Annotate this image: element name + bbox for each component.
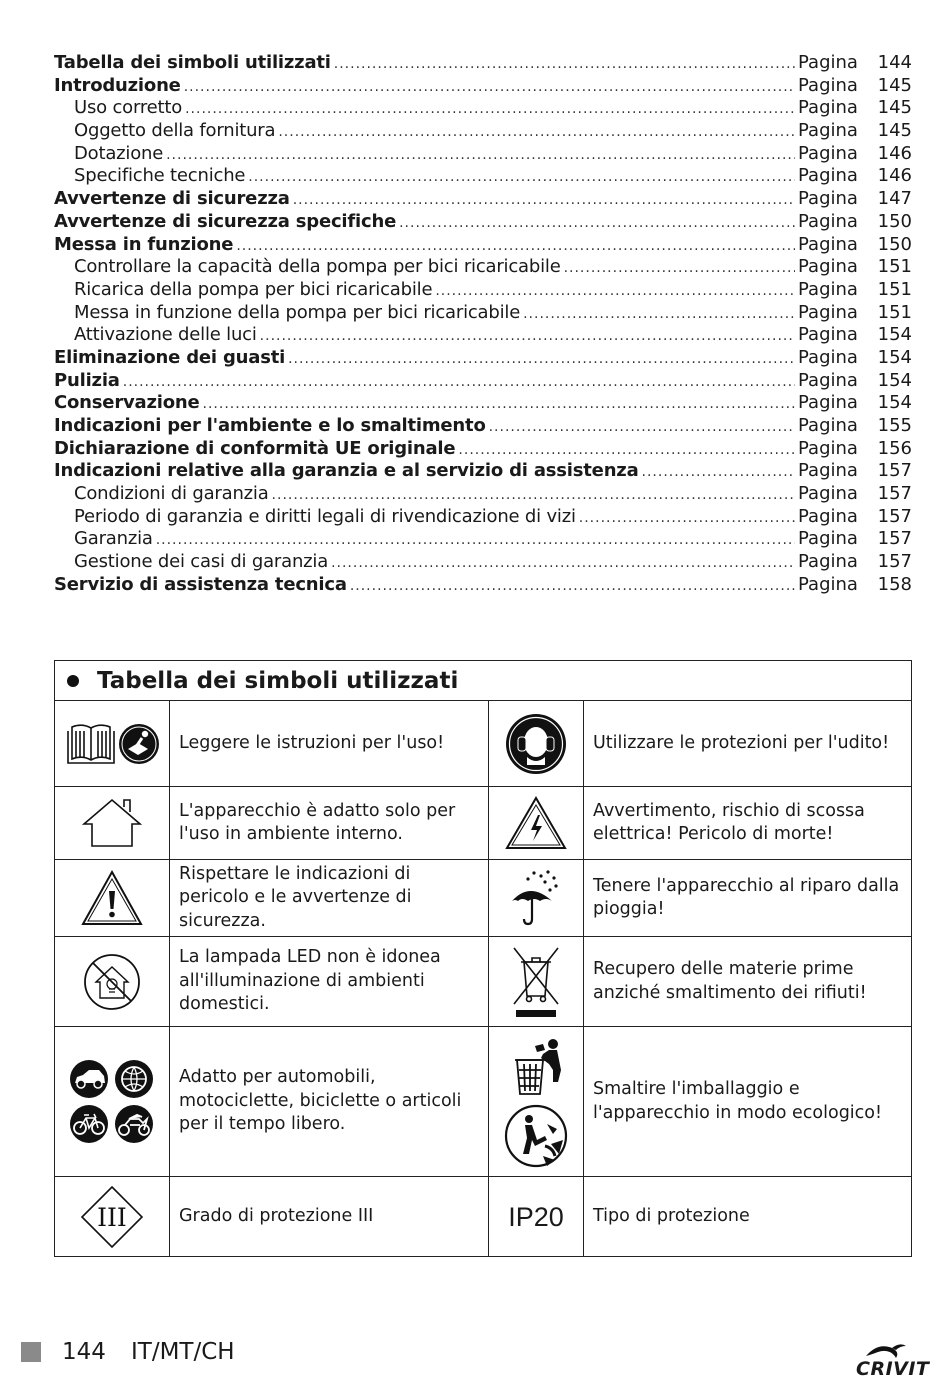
crivit-logo — [856, 1340, 928, 1380]
toc-page-number: 156 — [877, 437, 912, 459]
toc-entry — [54, 188, 912, 211]
disposal-recycle-icons — [489, 1027, 584, 1176]
toc-leader-dots — [260, 325, 795, 348]
toc-page-number: 150 — [877, 233, 912, 255]
bullet-icon — [67, 675, 79, 687]
toc-leader-dots — [350, 575, 795, 598]
toc-leader-dots — [293, 189, 795, 212]
indoor-house-icon — [55, 787, 170, 859]
toc-page-number: 154 — [877, 324, 912, 346]
toc-leader-dots — [123, 371, 795, 394]
toc-leader-dots — [458, 439, 795, 462]
toc-leader-dots — [156, 529, 795, 552]
toc-entry-title: Periodo di garanzia e diritti legali di rivendicazione di vizi — [74, 505, 576, 527]
symbols-table-title: Tabella dei simboli utilizzati — [97, 667, 459, 694]
symbol-row — [55, 860, 911, 937]
toc-page-label: Pagina — [798, 324, 858, 346]
no-household-lighting-icon — [55, 937, 170, 1026]
toc-entry — [54, 52, 912, 75]
toc-page-number: 157 — [877, 483, 912, 505]
toc-page-label: Pagina — [798, 346, 858, 368]
symbol-description: Recupero delle materie prime anziché smaltimento dei rifiuti! — [593, 959, 867, 1003]
toc-entry — [54, 438, 912, 461]
toc-page-number: 157 — [877, 460, 912, 482]
toc-entry-title: Pulizia — [54, 369, 120, 391]
symbol-description: Grado di protezione III — [170, 1177, 489, 1257]
toc-entry-title: Indicazioni per l'ambiente e lo smaltimento — [54, 415, 486, 436]
toc-leader-dots — [184, 76, 795, 99]
symbol-description: Avvertimento, rischio di scossa elettrica! Pericolo di morte! — [593, 800, 865, 844]
toc-entry — [54, 574, 912, 597]
symbol-row — [55, 701, 911, 787]
toc-entry — [54, 347, 912, 370]
toc-leader-dots — [399, 212, 795, 235]
toc-page-label: Pagina — [798, 188, 858, 210]
general-warning-icon — [55, 860, 170, 936]
toc-entry — [54, 460, 912, 483]
toc-page-number: 151 — [877, 278, 912, 300]
toc-entry-title: Dotazione — [74, 142, 164, 164]
toc-entry-title: Specifiche tecniche — [74, 165, 246, 187]
toc-entry — [54, 506, 912, 529]
toc-entry — [54, 324, 912, 347]
toc-entry — [54, 279, 912, 302]
toc-leader-dots — [435, 280, 795, 303]
toc-page-label: Pagina — [798, 97, 858, 119]
toc-leader-dots — [579, 507, 795, 530]
toc-page-label: Pagina — [798, 301, 858, 323]
toc-entry-title: Condizioni di garanzia — [74, 483, 269, 505]
toc-entry-title: Introduzione — [54, 74, 181, 96]
toc-page-label: Pagina — [798, 528, 858, 550]
toc-entry — [54, 211, 912, 234]
toc-leader-dots — [288, 348, 795, 371]
toc-entry-title: Dichiarazione di conformità UE originale — [54, 437, 456, 459]
toc-page-number: 150 — [877, 210, 912, 232]
brand-name: CRIVIT — [856, 1358, 930, 1380]
car-ball-bike-motorbike-icons — [55, 1027, 170, 1176]
toc-page-number: 145 — [877, 74, 912, 96]
symbol-description: L'apparecchio è adatto solo per l'uso in ambiente interno. — [170, 787, 489, 859]
toc-page-number: 157 — [877, 505, 912, 527]
toc-page-label: Pagina — [798, 505, 858, 527]
toc-page-label: Pagina — [798, 142, 858, 164]
toc-entry — [54, 234, 912, 257]
toc-entry — [54, 143, 912, 166]
toc-entry-title: Eliminazione dei guasti — [54, 346, 286, 368]
symbol-description: Tenere l'apparecchio al riparo dalla pioggia! — [593, 875, 900, 919]
symbols-table-header — [55, 661, 911, 701]
toc-page-label: Pagina — [798, 256, 858, 278]
symbol-row — [55, 1027, 911, 1177]
toc-page-number: 155 — [877, 415, 912, 436]
toc-entry-title: Attivazione delle luci — [74, 324, 257, 346]
toc-entry-title: Oggetto della fornitura — [74, 120, 276, 142]
toc-leader-dots — [166, 144, 795, 167]
toc-entry-title: Gestione dei casi di garanzia — [74, 551, 329, 573]
ip20-label: IP20 — [489, 1177, 584, 1257]
toc-entry-title: Uso corretto — [74, 97, 183, 119]
toc-page-label: Pagina — [798, 233, 858, 255]
footer-page-number: 144 — [62, 1339, 106, 1365]
toc-entry-title: Messa in funzione della pompa per bici ricaricabile — [74, 301, 521, 323]
umbrella-rain-icon — [489, 860, 584, 936]
toc-leader-dots — [248, 166, 795, 189]
toc-page-number: 157 — [877, 551, 912, 573]
toc-page-number: 146 — [877, 142, 912, 164]
toc-leader-dots — [203, 393, 795, 416]
toc-page-number: 147 — [877, 188, 912, 210]
symbol-description: La lampada LED non è idonea all'illuminazione di ambienti domestici. — [170, 937, 489, 1026]
toc-page-number: 158 — [877, 573, 912, 595]
toc-leader-dots — [331, 552, 795, 575]
toc-entry-title: Messa in funzione — [54, 233, 234, 255]
toc-leader-dots — [489, 416, 795, 439]
toc-entry-title: Ricarica della pompa per bici ricaricabile — [74, 278, 433, 300]
toc-page-label: Pagina — [798, 460, 858, 482]
toc-entry-title: Servizio di assistenza tecnica — [54, 573, 347, 595]
crossed-bin-icon — [489, 937, 584, 1026]
toc-entry-title: Avvertenze di sicurezza — [54, 188, 290, 210]
toc-page-label: Pagina — [798, 52, 858, 73]
hearing-protection-icon — [489, 701, 584, 786]
toc-entry — [54, 75, 912, 98]
table-of-contents — [54, 52, 912, 597]
toc-page-number: 157 — [877, 528, 912, 550]
toc-entry — [54, 302, 912, 325]
symbol-row — [55, 937, 911, 1027]
toc-page-number: 154 — [877, 369, 912, 391]
toc-leader-dots — [272, 484, 795, 507]
footer-region: IT/MT/CH — [131, 1339, 235, 1365]
symbol-description: Adatto per automobili, motociclette, biciclette o articoli per il tempo libero. — [170, 1027, 489, 1176]
toc-entry-title: Conservazione — [54, 392, 200, 414]
toc-page-number: 151 — [877, 301, 912, 323]
toc-entry-title: Indicazioni relative alla garanzia e al servizio di assistenza — [54, 460, 639, 482]
toc-entry — [54, 97, 912, 120]
toc-page-label: Pagina — [798, 165, 858, 187]
toc-entry — [54, 120, 912, 143]
footer-marker — [21, 1342, 41, 1362]
toc-page-number: 146 — [877, 165, 912, 187]
toc-entry — [54, 392, 912, 415]
toc-entry-title: Avvertenze di sicurezza specifiche — [54, 210, 397, 232]
toc-page-number: 151 — [877, 256, 912, 278]
toc-entry — [54, 483, 912, 506]
symbol-description: Tipo di protezione — [593, 1206, 750, 1227]
symbol-row — [55, 1177, 911, 1257]
toc-entry-title: Controllare la capacità della pompa per bici ricaricabile — [74, 256, 561, 278]
toc-entry — [54, 370, 912, 393]
toc-page-label: Pagina — [798, 551, 858, 573]
toc-page-number: 145 — [877, 97, 912, 119]
symbol-description: Utilizzare le protezioni per l'udito! — [593, 732, 890, 753]
toc-page-number: 144 — [877, 52, 912, 73]
toc-leader-dots — [564, 257, 795, 280]
toc-page-label: Pagina — [798, 369, 858, 391]
toc-leader-dots — [278, 121, 795, 144]
toc-page-label: Pagina — [798, 392, 858, 414]
toc-page-number: 145 — [877, 120, 912, 142]
toc-entry — [54, 551, 912, 574]
toc-page-label: Pagina — [798, 415, 858, 436]
toc-leader-dots — [185, 98, 795, 121]
toc-page-label: Pagina — [798, 74, 858, 96]
toc-leader-dots — [642, 461, 795, 484]
symbols-table — [54, 660, 912, 1257]
toc-page-label: Pagina — [798, 437, 858, 459]
toc-entry — [54, 256, 912, 279]
toc-page-number: 154 — [877, 346, 912, 368]
symbol-description: Smaltire l'imballaggio e l'apparecchio in modo ecologico! — [593, 1079, 883, 1123]
toc-entry-title: Tabella dei simboli utilizzati — [54, 52, 331, 73]
toc-page-label: Pagina — [798, 210, 858, 232]
toc-page-label: Pagina — [798, 573, 858, 595]
symbol-description: Leggere le istruzioni per l'uso! — [170, 701, 489, 786]
toc-page-number: 154 — [877, 392, 912, 414]
toc-page-label: Pagina — [798, 483, 858, 505]
symbol-description: Rispettare le indicazioni di pericolo e le avvertenze di sicurezza. — [170, 860, 489, 936]
protection-class-iii-icon — [55, 1177, 170, 1257]
symbol-row — [55, 787, 911, 860]
toc-entry-title: Garanzia — [74, 528, 153, 550]
electric-shock-warning-icon — [489, 787, 584, 859]
svg-text:III: III — [97, 1203, 127, 1232]
toc-entry — [54, 165, 912, 188]
toc-entry — [54, 415, 912, 438]
toc-page-label: Pagina — [798, 278, 858, 300]
toc-leader-dots — [523, 303, 795, 326]
toc-leader-dots — [334, 53, 795, 76]
toc-leader-dots — [236, 235, 795, 258]
toc-page-label: Pagina — [798, 120, 858, 142]
read-manual-icon — [55, 701, 170, 786]
toc-entry — [54, 528, 912, 551]
